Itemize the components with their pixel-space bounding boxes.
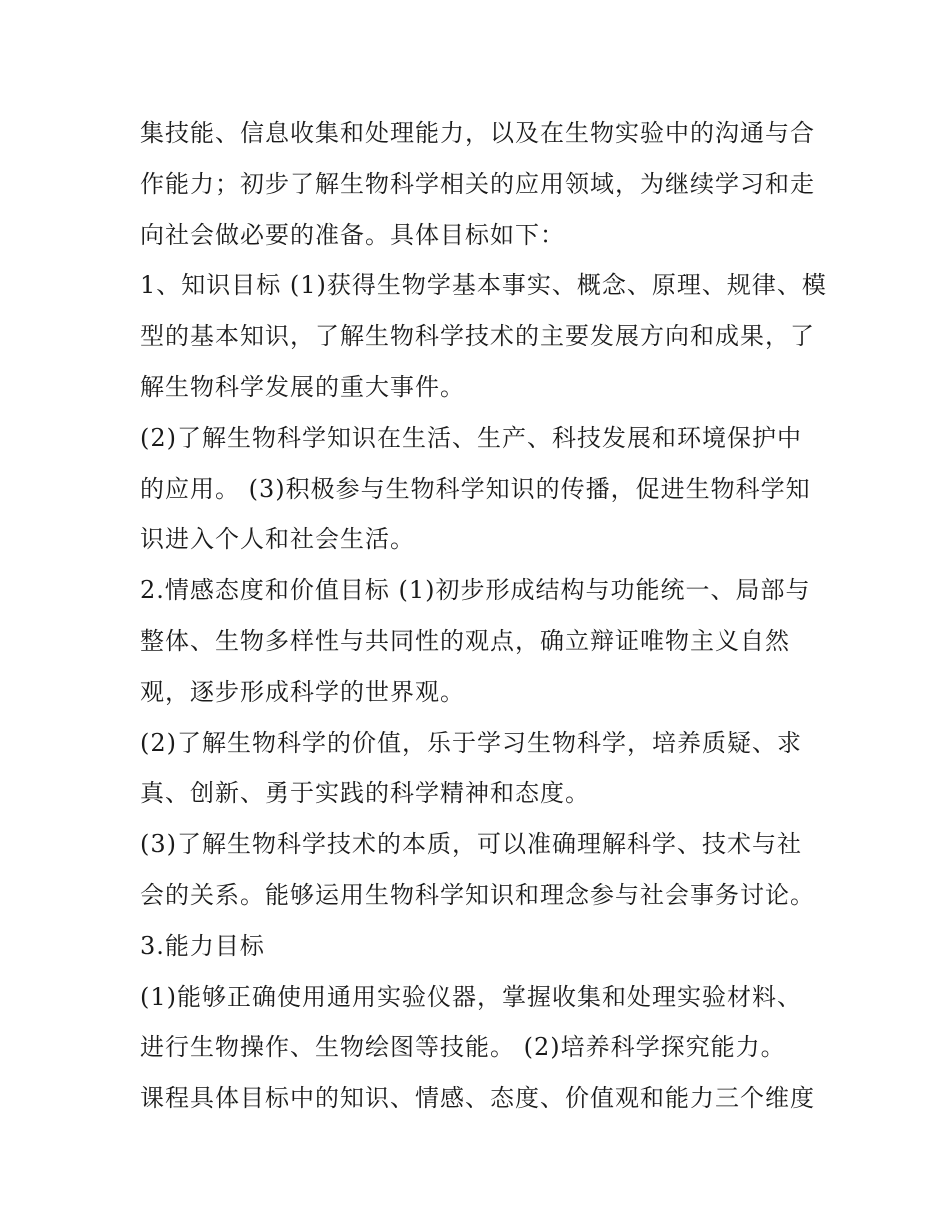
text-line: 观，逐步形成科学的世界观。: [140, 677, 465, 706]
text-line: 课程具体目标中的知识、情感、态度、价值观和能力三个维度: [140, 1084, 815, 1113]
text-line: 2.情感态度和价值目标 (1)初步形成结构与功能统一、局部与: [140, 576, 811, 605]
text-line: 会的关系。能够运用生物科学知识和理念参与社会事务讨论。: [140, 880, 815, 909]
text-line: 作能力；初步了解生物科学相关的应用领域，为继续学习和走: [140, 169, 815, 198]
text-line: 向社会做必要的准备。具体目标如下：: [140, 220, 565, 249]
text-line: 真、创新、勇于实践的科学精神和态度。: [140, 779, 590, 808]
text-line: 集技能、信息收集和处理能力，以及在生物实验中的沟通与合: [140, 119, 815, 147]
text-line: 1、知识目标 (1)获得生物学基本事实、概念、原理、规律、模: [140, 271, 827, 300]
text-line: 的应用。 (3)积极参与生物科学知识的传播，促进生物科学知: [140, 474, 811, 503]
text-line: 识进入个人和社会生活。: [140, 525, 415, 554]
text-line: (2)了解生物科学的价值，乐于学习生物科学，培养质疑、求: [140, 728, 802, 757]
text-line: 整体、生物多样性与共同性的观点，确立辩证唯物主义自然: [140, 626, 790, 655]
body-text: [140, 108, 830, 1124]
text-line: (2)了解生物科学知识在生活、生产、科技发展和环境保护中: [140, 423, 802, 452]
text-line: 3.能力目标: [140, 931, 265, 960]
text-line: 解生物科学发展的重大事件。: [140, 372, 465, 401]
text-line: (1)能够正确使用通用实验仪器，掌握收集和处理实验材料、: [140, 982, 802, 1011]
text-line: 进行生物操作、生物绘图等技能。 (2)培养科学探究能力。: [140, 1033, 786, 1062]
text-line: 型的基本知识，了解生物科学技术的主要发展方向和成果，了: [140, 322, 815, 351]
text-line: (3)了解生物科学技术的本质，可以准确理解科学、技术与社: [140, 830, 802, 859]
